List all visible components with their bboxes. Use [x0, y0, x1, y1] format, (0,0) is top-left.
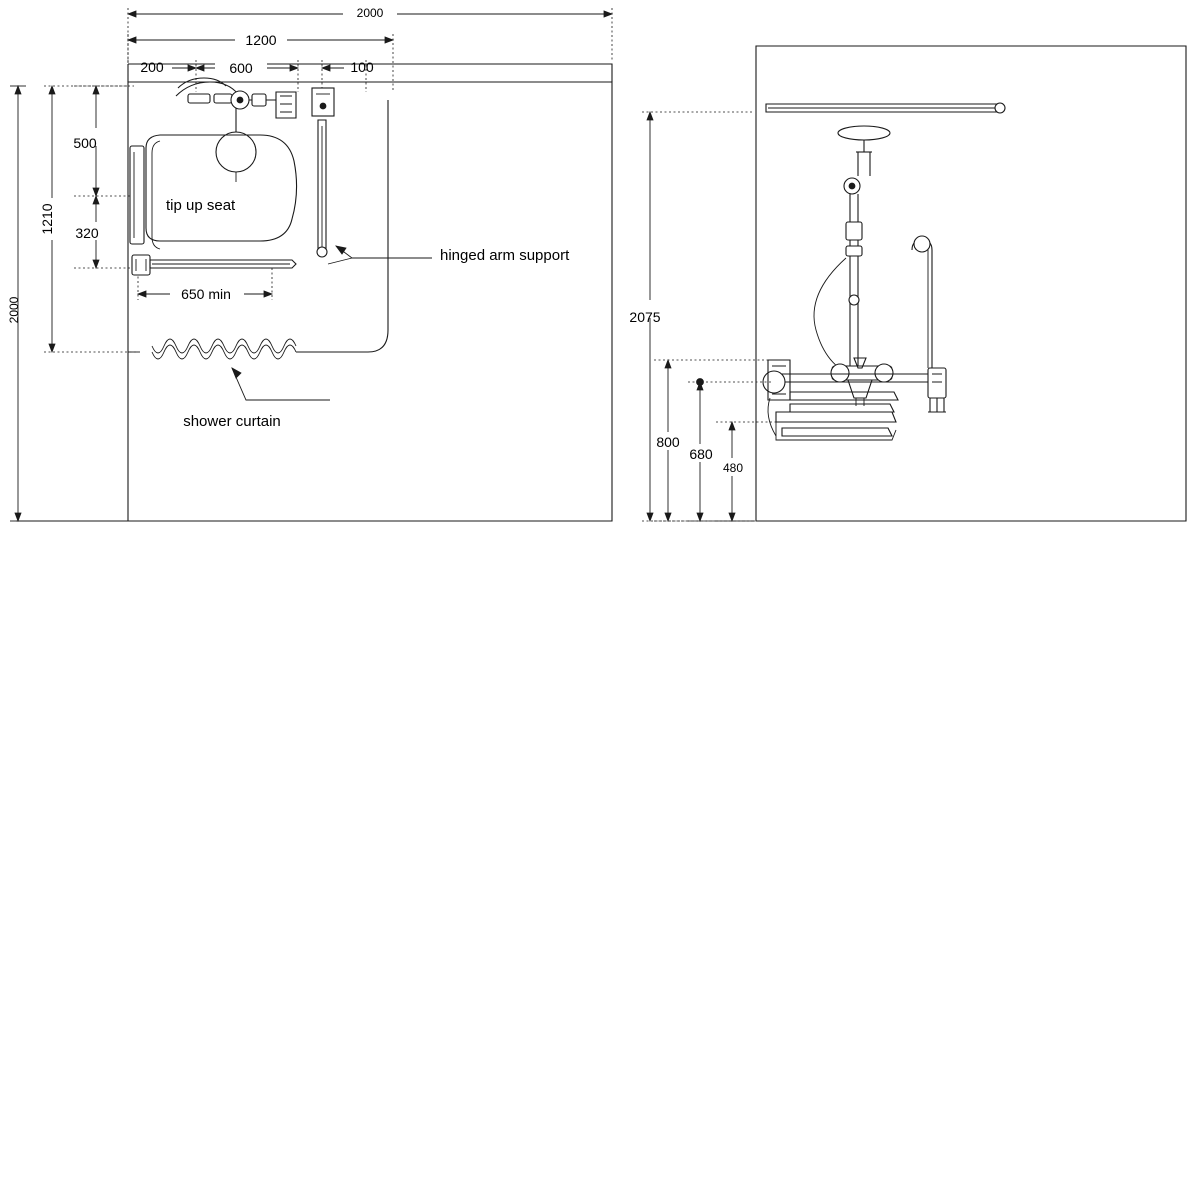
dim-plan-overall-width-text: 2000 — [356, 6, 384, 20]
dim-plan-clear-width — [138, 268, 272, 303]
label-tip-up-seat-text: tip up seat — [166, 197, 236, 214]
dim-elevation-seat-height-text: 680 — [689, 446, 713, 462]
elevation-wall-outline — [756, 46, 1186, 521]
dim-plan-seat-to-top-text: 500 — [73, 135, 97, 151]
plan-vertical-grab-rail — [317, 120, 327, 257]
label-shower-curtain-text: shower curtain — [183, 413, 281, 430]
elevation-tip-up-seat — [768, 392, 898, 440]
plan-label-shower-curtain — [183, 368, 330, 430]
plan-room-outline — [16, 64, 612, 521]
dim-elevation-overall-height-text: 2075 — [629, 309, 661, 325]
dim-plan-clear-width-text: 650 min — [181, 286, 231, 302]
dim-elevation-low-rail-height — [716, 422, 776, 521]
plan-hinged-arm-support-lower — [132, 255, 296, 275]
plan-tip-up-seat — [130, 135, 297, 249]
dim-plan-vertical — [7, 86, 136, 521]
dim-plan-seat-block-text: 1210 — [39, 203, 55, 235]
dim-plan-arm-support-height-text: 320 — [75, 225, 99, 241]
dim-elevation-low-rail-height-text: 480 — [722, 461, 744, 475]
dim-elevation-rail-height — [652, 360, 772, 521]
dim-elevation-rail-height-text: 800 — [656, 434, 680, 450]
elevation-shower-riser — [814, 126, 890, 376]
plan-label-tip-up-seat — [166, 197, 236, 214]
dim-plan-left-offset-text: 200 — [140, 59, 164, 75]
elevation-curtain-rail — [766, 103, 1005, 113]
dim-plan-rail-run-text: 1200 — [245, 32, 277, 48]
plan-view — [7, 5, 612, 521]
elevation-vertical-grab-rail — [912, 236, 932, 372]
label-hinged-arm-support-text: hinged arm support — [440, 247, 570, 264]
dim-plan-overall-width — [128, 5, 612, 62]
elevation-view — [624, 46, 1186, 521]
dim-elevation-seat-height — [684, 379, 772, 522]
elevation-outlet-fitting — [928, 368, 946, 412]
plan-label-hinged-arm-support — [328, 246, 570, 264]
dim-plan-right-offset-text: 100 — [350, 59, 374, 75]
plan-shower-fitting — [176, 78, 334, 182]
dim-plan-seat-width-text: 600 — [229, 60, 253, 76]
plan-shower-curtain — [128, 100, 388, 359]
dim-plan-overall-height-text: 2000 — [7, 296, 21, 324]
